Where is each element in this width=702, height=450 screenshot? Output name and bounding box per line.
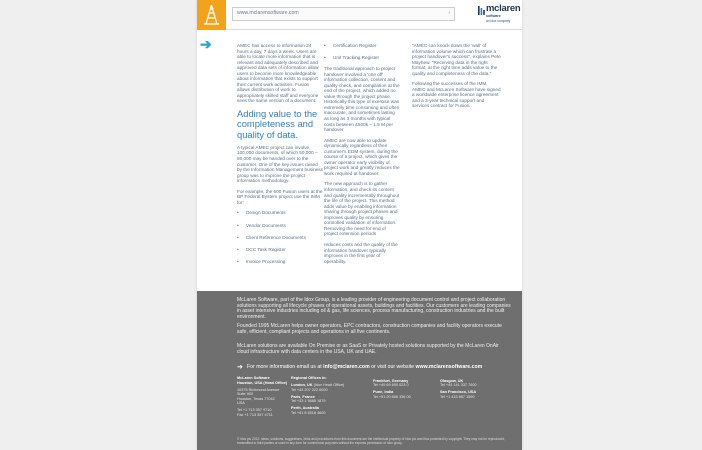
brand-tag: an Idox company	[486, 19, 511, 23]
url-text: www.mclarensoftware.com	[237, 10, 299, 16]
paragraph: AMEC are now able to update dynamically regardless of their customer's EDM system, during the course of a project, which gives the owner operator early visibility of project work and greatly reduces the work required at handover.	[324, 137, 400, 176]
list-item: • Vendor Documents	[237, 223, 323, 229]
paragraph: For example, the 600 Fusion users at the BP Federal Bystem project use the IMM for:	[237, 188, 323, 205]
office-tel: Tel +44 141 337 7600	[440, 383, 477, 387]
office-tel: Tel +33 1 5685 1879	[291, 399, 326, 403]
office-address: USA	[237, 401, 245, 405]
contact-prefix: For more information email us at	[247, 364, 324, 370]
list-item: • Design Documents	[237, 210, 323, 216]
office-tel: Tel +49 69 690 023 0	[373, 383, 409, 387]
office-city: Glasgow, UK	[440, 378, 464, 383]
regional-title: Regional Offices in:	[291, 376, 327, 380]
list-item: • Unit Tracking Register	[324, 55, 400, 61]
office-city: San Francisco, USA	[440, 390, 477, 394]
paragraph: The traditional approach to project handover involved a 'one off' information collection, content and quality check, and compilation at the end of the project, which added no value through the project phase. Historically this type of exercise was extremely time consuming and often inaccurate, and sometimes lasting as long as 3 months with typical costs between £500k – 1.5 M per handover.	[324, 66, 400, 133]
legal-notice: © Idox plc 2012. Ideas, solutions, suggestions, hints and procedures from this document are the intellectual property of Idox plc and thus protected by copyright. They may not be reproduced, transmitted to third parties or used in any form for commercial purposes without the express permission of Idox group.	[237, 437, 505, 445]
footer-founded: Founded 1995 McLaren helps owner operators, EPC contractors, construction companies and facility operators execute safe, efficient, compliant projects and operations in all five continents.	[237, 323, 502, 335]
office-city: Frankfurt, Germany	[373, 378, 409, 383]
list-item: • Certification Register	[324, 43, 400, 49]
email-link[interactable]: info@mclaren.com	[323, 364, 370, 370]
arrow-right-icon: ➔	[237, 364, 243, 371]
office-city: Pune, India	[373, 390, 394, 394]
office-tel: Tel +44 207 222 6000	[291, 387, 328, 392]
office-tel: Tel +61 8 6318 4600	[291, 410, 326, 415]
quote-paragraph: "AMEC can knock down the 'wall' of information volume which can frustrate a project handover's success", explains Pete Mayhew. "Receiving data in the right format, at the right time adds value to the quality and completeness of the data."	[412, 43, 501, 76]
office-title: McLaren Software	[237, 376, 270, 380]
list-item: • Invoice Processing	[237, 259, 323, 265]
website-link[interactable]: www.mclarensoftware.com	[415, 364, 483, 370]
office-tel: Tel +1 713 357 9710	[237, 408, 272, 412]
office-address: Suite 900	[237, 392, 254, 396]
intro-paragraph: AMEC has access to information 24 hours a day, 7 days a week. Users are able to locate more information that is relevant and adequately described and approved data sets of information allow users to become more knowledgeable about information that exists to support their current work activities. Fusion allows distribution of work to appropriately skilled staff and everyone sees the same version of a document.	[237, 43, 319, 104]
footer-solutions: McLaren solutions are available On Premise or as SaaS or Privately hosted solutions supported by the McLaren OnAir cloud infrastructure with data centers in the USA, UK and UAE.	[237, 343, 499, 355]
office-city: Perth, Australia	[291, 406, 319, 410]
office-subtitle: Houston, USA (Head Office)	[237, 380, 288, 385]
contact-mid: or visit our website	[369, 364, 416, 370]
brand-sub: software	[486, 14, 501, 18]
page-shadow	[197, 0, 522, 450]
office-tel: Tel +1 415 867 1599	[440, 394, 475, 399]
paragraph: reduces costs and the quality of the information handover typically improves in the first year of operability.	[324, 241, 398, 264]
go-icon[interactable]: ›	[448, 10, 450, 16]
paragraph: The new approach is to gather information, and check its content and quality incrementally throughout the life of the project. This method adds value by enabling information sharing through project phases and improves quality by ensuring controlled validation of information. Removing the need for end of project extension periods	[324, 181, 400, 237]
office-city: Paris, France	[291, 394, 315, 399]
footer-about: McLaren Software, part of the Idox Group, is a leading provider of engineering document control and project collaboration solutions supporting all lifecycle phases of operational assets, buildings and facilities. Our customers are leading companies in asset intensive industries including oil & gas, life sciences, process manufacturing, construction industries and the built environment.	[237, 297, 511, 320]
office-detail: (Idox Head Office)	[313, 383, 345, 387]
section-heading: Adding value to the completeness and quality of data.	[237, 108, 318, 140]
brand-name: mclaren	[486, 3, 521, 14]
paragraph: A typical AMEC project can involve 100,000 documents, of which 50,000 – 80,000 may be handed over to the customer. One of the key issues raised by the Information Management business group was to improve the project information methodology.	[237, 144, 323, 184]
office-tel: Tel +91 20 666 336 00	[373, 394, 411, 399]
list-item: • DCC Task Register	[237, 247, 323, 253]
paragraph: Following the successes of the IMM, AMEC and McLaren Software have signed a worldwide enterprise licence agreement and a 3-year technical support and services contract for Fusion.	[412, 81, 501, 109]
office-address: 10375 Richmond Avenue	[237, 387, 280, 392]
office-address: Houston, Texas 77042	[237, 396, 275, 401]
arrow-right-icon: ➔	[200, 36, 212, 52]
office-fax: Fax +1 713 357 4711	[237, 412, 273, 417]
list-item: • Client Reference Documents	[237, 235, 323, 241]
office-city: London, UK	[291, 383, 313, 387]
